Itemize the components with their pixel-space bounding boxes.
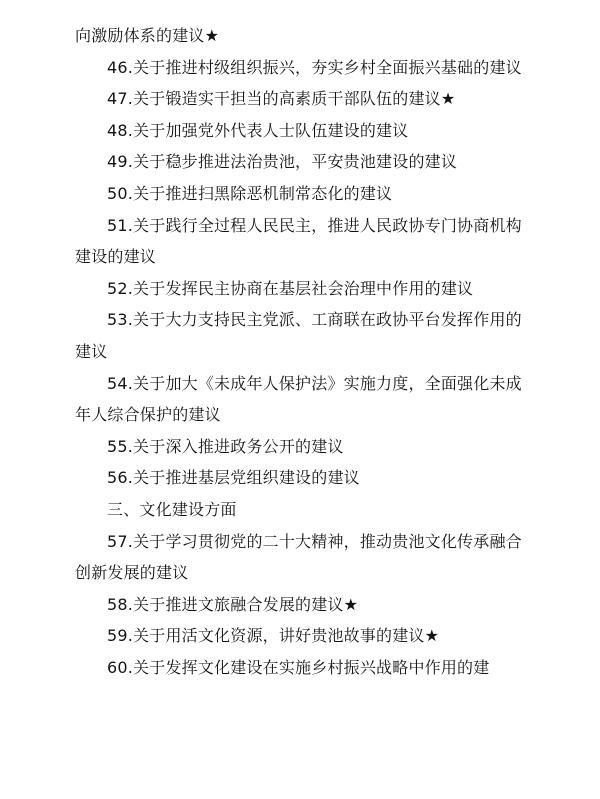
list-item-55: 55.关于深入推进政务公开的建议 xyxy=(107,436,344,456)
list-item-47: 47.关于锻造实干担当的高素质干部队伍的建议★ xyxy=(107,89,456,109)
list-item-59: 59.关于用活文化资源，讲好贵池故事的建议★ xyxy=(107,626,440,646)
list-item-49: 49.关于稳步推进法治贵池，平安贵池建设的建议 xyxy=(107,152,458,172)
list-item-53: 53.关于大力支持民主党派、工商联在政协平台发挥作用的建议 xyxy=(75,310,522,361)
list-item-48: 48.关于加强党外代表人士队伍建设的建议 xyxy=(107,120,409,140)
document-body xyxy=(75,20,527,683)
section-heading: 三、文化建设方面 xyxy=(107,499,237,519)
list-item-54: 54.关于加大《未成年人保护法》实施力度，全面强化未成年人综合保护的建议 xyxy=(75,373,522,425)
list-item-50: 50.关于推进扫黑除恶机制常态化的建议 xyxy=(107,183,393,203)
list-item-60: 60.关于发挥文化建设在实施乡村振兴战略中作用的建 xyxy=(107,657,490,677)
list-item-51: 51.关于践行全过程人民民主，推进人民政协专门协商机构建设的建议 xyxy=(75,215,522,267)
list-item-57: 57.关于学习贯彻党的二十大精神，推动贵池文化传承融合创新发展的建议 xyxy=(75,531,522,583)
list-item-56: 56.关于推进基层党组织建设的建议 xyxy=(107,468,360,488)
list-item-58: 58.关于推进文旅融合发展的建议★ xyxy=(107,594,359,614)
paragraph-continuation: 向激励体系的建议★ xyxy=(75,26,220,45)
list-item-52: 52.关于发挥民主协商在基层社会治理中作用的建议 xyxy=(107,278,474,298)
list-item-46: 46.关于推进村级组织振兴，夯实乡村全面振兴基础的建议 xyxy=(107,57,522,77)
